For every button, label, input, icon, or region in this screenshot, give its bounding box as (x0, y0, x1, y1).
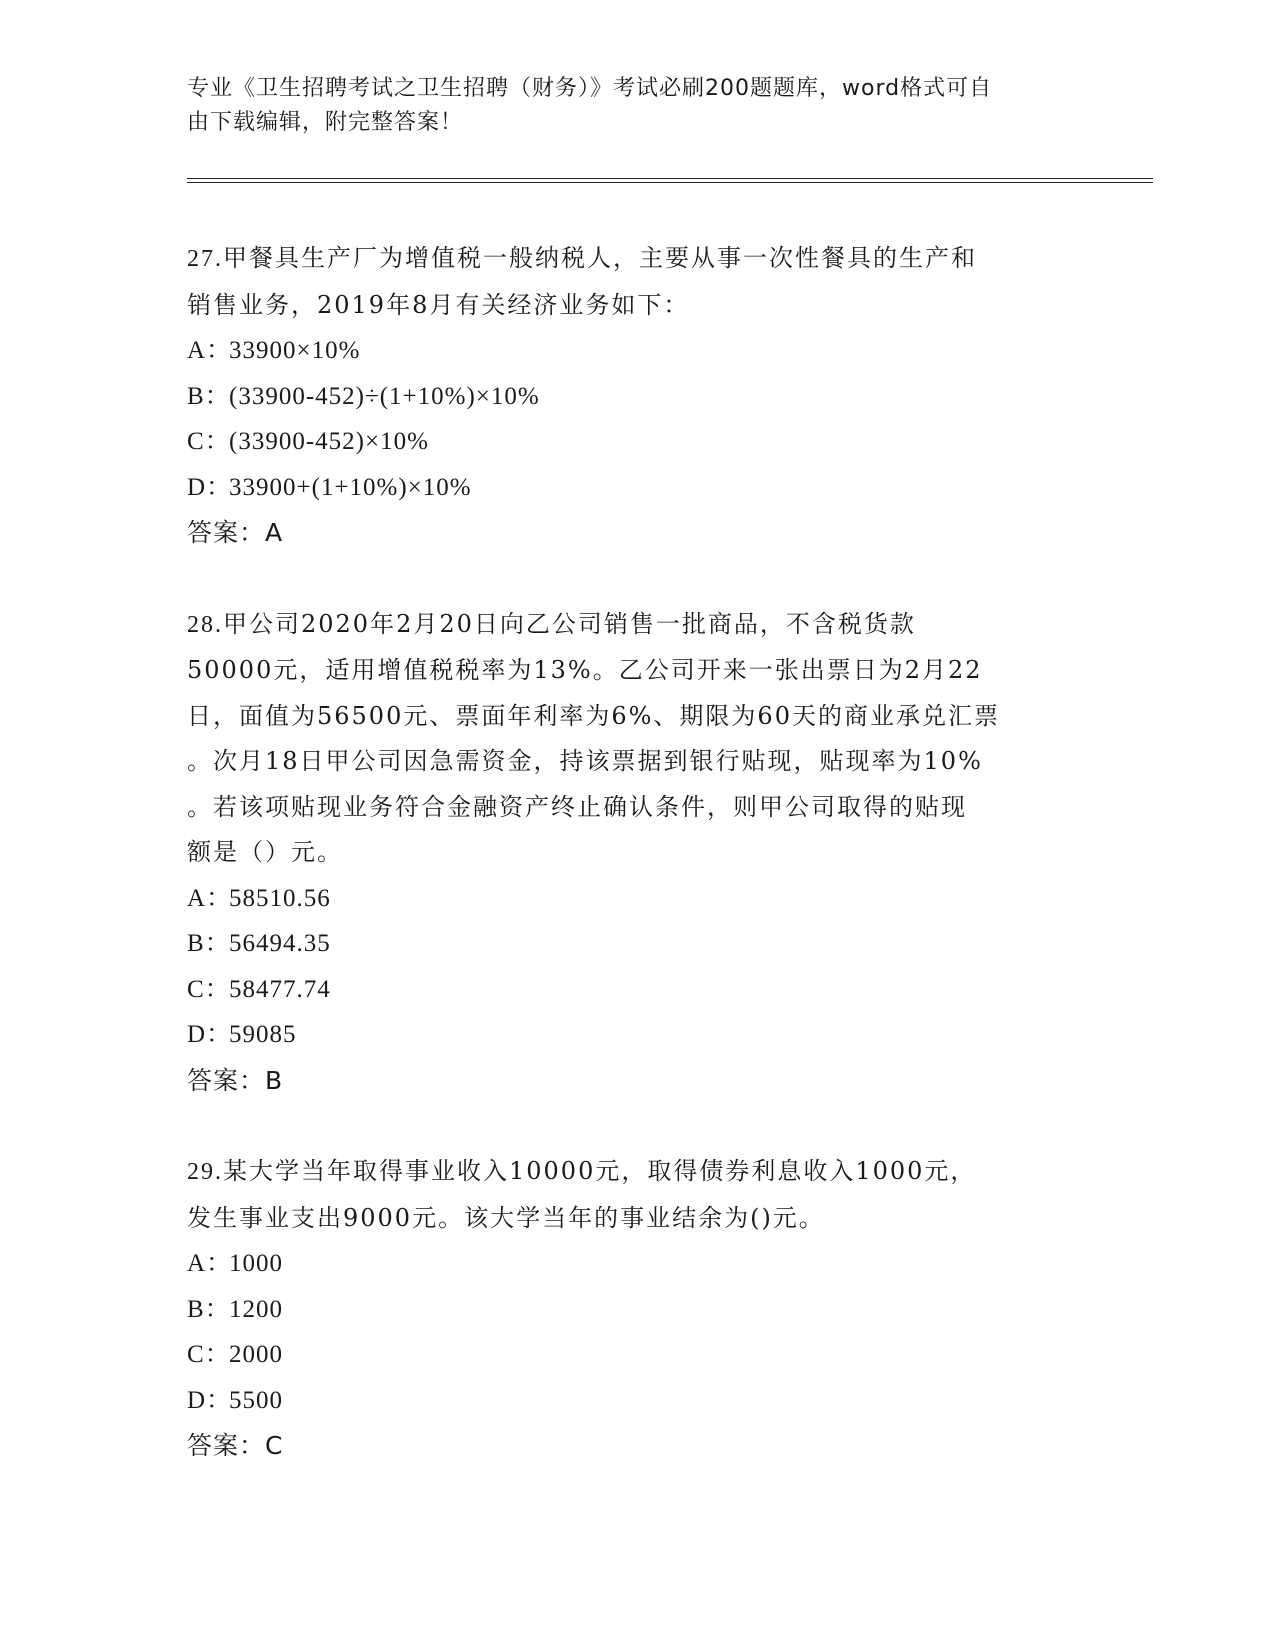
question-line: 。次月18日甲公司因急需资金，持该票据到银行贴现，贴现率为10% (187, 747, 983, 775)
option-key: C： (187, 1341, 231, 1368)
question-number: 28. (187, 611, 223, 638)
question-28 (187, 602, 1087, 1104)
question-line: 额是（）元。 (187, 838, 343, 866)
option-text: 1000 (229, 1250, 283, 1277)
question-line: 某大学当年取得事业收入10000元，取得债券利息收入1000元， (223, 1157, 977, 1185)
option-a (187, 1241, 1087, 1287)
question-line: 。若该项贴现业务符合金融资产终止确认条件，则甲公司取得的贴现 (187, 792, 967, 821)
option-text: 2000 (229, 1341, 283, 1368)
question-number: 27. (187, 246, 223, 272)
option-text: 1200 (229, 1295, 283, 1323)
question-line: 发生事业支出9000元。该大学当年的事业结余为()元。 (187, 1203, 825, 1232)
header-divider (187, 178, 1153, 183)
option-key: B： (187, 1295, 231, 1323)
option-c (187, 967, 1087, 1013)
question-line: 甲餐具生产厂为增值税一般纳税人，主要从事一次性餐具的生产和 (223, 244, 977, 272)
option-text: 58510.56 (229, 884, 331, 912)
option-d (187, 1378, 1087, 1424)
option-a (187, 876, 1087, 922)
option-key: B： (187, 930, 231, 957)
option-key: A： (187, 337, 233, 364)
option-key: A： (187, 884, 233, 912)
option-text: 59085 (229, 1021, 297, 1048)
option-text: (33900-452)×10% (229, 428, 429, 455)
option-b (187, 1287, 1087, 1333)
question-number: 29. (187, 1159, 223, 1185)
option-key: D： (187, 1386, 233, 1414)
answer-line: 答案：B (187, 1065, 284, 1095)
answer-line: 答案：C (187, 1431, 284, 1460)
question-stem (187, 236, 1087, 283)
option-key: D： (187, 1021, 233, 1048)
option-text: 5500 (229, 1386, 283, 1414)
answer-line: 答案：A (187, 518, 284, 547)
option-c (187, 419, 1087, 465)
option-text: 56494.35 (229, 930, 331, 957)
question-line: 日，面值为56500元、票面年利率为6%、期限为60天的商业承兑汇票 (187, 701, 1000, 730)
option-text: 33900+(1+10%)×10% (229, 473, 472, 501)
question-line: 50000元，适用增值税税率为13%。乙公司开来一张出票日为2月22 (187, 656, 983, 684)
option-a (187, 328, 1087, 374)
option-d (187, 465, 1087, 511)
page-header (187, 72, 1067, 140)
option-text: 58477.74 (229, 975, 331, 1003)
option-key: B： (187, 382, 231, 410)
option-key: A： (187, 1250, 233, 1277)
option-c (187, 1332, 1087, 1378)
option-text: 33900×10% (229, 337, 361, 364)
question-line: 甲公司2020年2月20日向乙公司销售一批商品，不含税货款 (223, 609, 916, 638)
option-key: D： (187, 473, 233, 501)
question-stem (187, 1149, 1087, 1196)
question-list (187, 236, 1087, 1515)
question-line: 销售业务，2019年8月有关经济业务如下： (187, 290, 690, 319)
question-27 (187, 236, 1087, 556)
option-b (187, 921, 1087, 967)
question-stem (187, 602, 1087, 649)
header-line-1: 专业《卫生招聘考试之卫生招聘（财务）》考试必刷200题题库，word格式可自 (187, 76, 993, 101)
question-29 (187, 1149, 1087, 1469)
option-key: C： (187, 428, 231, 455)
option-d (187, 1012, 1087, 1058)
option-b (187, 374, 1087, 420)
header-line-2: 由下载编辑，附完整答案！ (187, 110, 464, 135)
option-text: (33900-452)÷(1+10%)×10% (229, 382, 540, 410)
option-key: C： (187, 975, 231, 1003)
